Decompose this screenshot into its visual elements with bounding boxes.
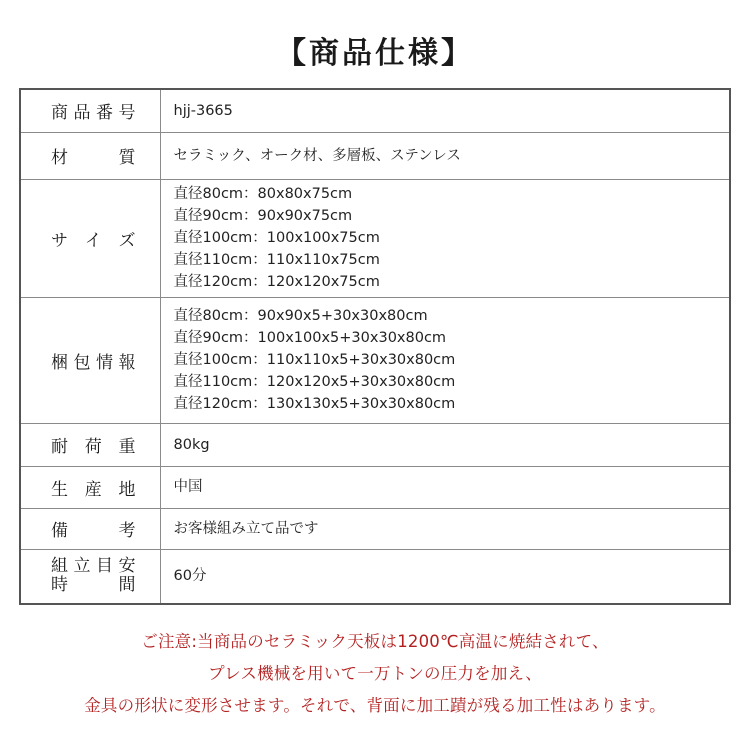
value-text: 直径80cm：80x80x75cm: [173, 186, 353, 202]
label-char: 番: [96, 103, 113, 124]
label-char: 荷: [84, 437, 102, 457]
value-text: 中国: [173, 479, 203, 495]
value-text: 直径110cm：120x120x5+30x30x80cm: [173, 374, 456, 390]
row-value: [160, 423, 730, 466]
row-value: [160, 549, 730, 604]
row-label: [20, 297, 160, 423]
value-text: 直径100cm：110x110x5+30x30x80cm: [173, 352, 456, 368]
table-row-packing-info: [20, 297, 730, 423]
label-char: 地: [118, 479, 136, 500]
row-value: [160, 89, 730, 132]
value-text: 直径120cm：120x120x75cm: [173, 274, 380, 290]
row-value: [160, 508, 730, 549]
label-char: ズ: [118, 230, 136, 251]
label-char: 時: [51, 575, 68, 596]
spec-table: [19, 88, 731, 605]
label-char: 品: [73, 103, 91, 124]
label-char: 間: [118, 575, 136, 596]
label-char: 考: [118, 521, 136, 541]
label-char: 梱: [51, 352, 68, 373]
label-char: 商: [51, 103, 68, 124]
table-row-size: [20, 179, 730, 297]
label-char: 生: [51, 479, 68, 500]
value-text: 直径100cm：100x100x75cm: [173, 230, 380, 246]
label-char: 材: [51, 148, 68, 168]
label-char: 組: [51, 556, 68, 577]
value-text: 直径80cm：90x90x5+30x30x80cm: [173, 308, 428, 324]
label-char: 号: [118, 103, 136, 124]
value-text: 直径110cm：110x110x75cm: [173, 252, 380, 268]
row-value: [160, 132, 730, 179]
row-label: [20, 466, 160, 508]
caution-note-line-2: プレス機械を用いて一万トンの圧力を加え、: [208, 664, 542, 683]
page-title: 【商品仕様】: [276, 36, 474, 71]
label-char: 包: [73, 352, 91, 373]
table-row-assembly-time: [20, 549, 730, 604]
row-label: [20, 508, 160, 549]
value-text: 直径90cm：90x90x75cm: [173, 208, 353, 224]
label-char: 重: [118, 437, 136, 457]
label-char: 質: [118, 148, 136, 168]
row-value: [160, 179, 730, 297]
caution-note-line-3: 金具の形状に変形させます。それで、背面に加工蹟が残る加工性はあります。: [84, 696, 666, 715]
table-row-origin: [20, 466, 730, 508]
value-text: 80kg: [173, 436, 210, 453]
value-text: セラミック、オーク材、多層板、ステンレス: [173, 147, 461, 164]
row-label: [20, 132, 160, 179]
label-char: 耐: [51, 437, 68, 457]
table-row-remarks: [20, 508, 730, 549]
row-label: [20, 423, 160, 466]
row-label: [20, 179, 160, 297]
value-text: hjj-3665: [173, 102, 233, 119]
value-text: 直径120cm：130x130x5+30x30x80cm: [173, 396, 456, 412]
label-char: 目: [96, 556, 113, 577]
label-char: 報: [118, 352, 136, 373]
caution-note-line-1: ご注意:当商品のセラミック天板は1200℃高温に焼結されて、: [141, 632, 609, 651]
table-row-product-number: [20, 89, 730, 132]
value-text: 直径90cm：100x100x5+30x30x80cm: [173, 330, 447, 346]
label-char: 情: [96, 352, 113, 373]
row-label: [20, 549, 160, 604]
table-row-material: [20, 132, 730, 179]
label-char: イ: [84, 230, 102, 251]
row-label: [20, 89, 160, 132]
label-char: 安: [118, 556, 136, 577]
label-char: 備: [51, 521, 68, 541]
label-char: サ: [51, 230, 68, 251]
row-value: [160, 466, 730, 508]
value-text: お客様組み立て品です: [173, 520, 319, 537]
row-value: [160, 297, 730, 423]
table-row-load-capacity: [20, 423, 730, 466]
value-text: 60分: [173, 568, 207, 585]
label-char: 産: [84, 479, 102, 500]
label-char: 立: [73, 556, 91, 577]
